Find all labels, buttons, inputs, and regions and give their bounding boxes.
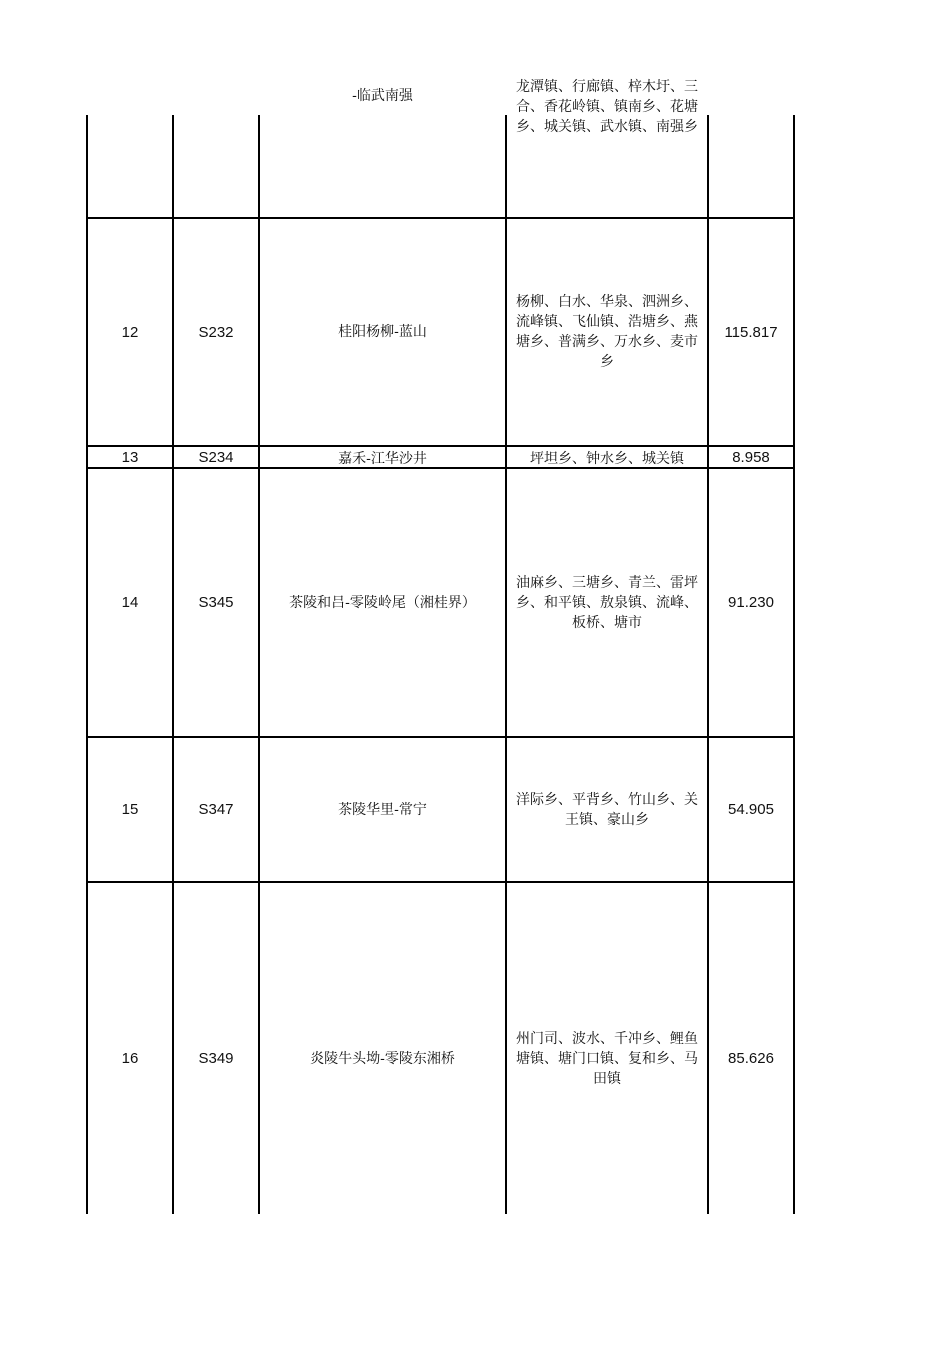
row-number: 12: [121, 323, 139, 341]
towns-text: 杨柳、白水、华泉、泗洲乡、流峰镇、飞仙镇、浩塘乡、燕塘乡、普满乡、万水乡、麦市乡: [516, 294, 698, 370]
route-code-cell: [174, 447, 258, 467]
towns-cell: [507, 469, 707, 736]
route-code: S345: [198, 594, 234, 611]
row-number-cell: [88, 447, 172, 467]
route-length: 91.230: [728, 594, 774, 611]
route-name-cell: [260, 449, 505, 469]
row-number-cell: [88, 219, 172, 445]
row-number-cell: [88, 738, 172, 881]
length-cell: [709, 219, 793, 445]
route-code: S232: [198, 323, 234, 341]
route-length: 85.626: [728, 1050, 774, 1067]
route-name: 茶陵和吕-零陵岭尾（湘桂界）: [289, 594, 476, 611]
route-length: 8.958: [732, 448, 770, 466]
length-cell: [709, 738, 793, 881]
towns-text: 坪坦乡、钟水乡、城关镇: [530, 451, 684, 467]
row-number: 15: [121, 801, 139, 818]
route-code: S234: [198, 448, 234, 466]
route-code-cell: [174, 219, 258, 445]
towns-text: 州门司、波水、千冲乡、鲤鱼塘镇、塘门口镇、复和乡、马田镇: [516, 1030, 698, 1087]
route-name-cell: [260, 469, 505, 736]
towns-text: 油麻乡、三塘乡、青兰、雷坪乡、和平镇、敖泉镇、流峰、板桥、塘市: [516, 574, 698, 631]
towns-cell: [507, 219, 707, 445]
route-name: 嘉禾-江华沙井: [338, 451, 427, 467]
route-length: 54.905: [728, 801, 774, 818]
route-name: 桂阳杨柳-蓝山: [338, 324, 427, 340]
row-number: 16: [121, 1050, 139, 1067]
route-length: 115.817: [724, 323, 778, 341]
towns-text: 洋际乡、平背乡、竹山乡、关王镇、豪山乡: [516, 791, 698, 828]
row-number: 14: [121, 594, 139, 611]
route-code-cell: [174, 469, 258, 736]
route-code: S349: [198, 1050, 234, 1067]
route-code-cell: [174, 883, 258, 1234]
route-code: S347: [198, 801, 234, 818]
route-text: -临武南强: [352, 88, 413, 104]
route-name-cell: [260, 883, 505, 1234]
route-name-cell: [260, 219, 505, 445]
length-cell: [709, 883, 793, 1234]
towns-cell: [507, 883, 707, 1234]
towns-text: 龙潭镇、行廊镇、梓木圩、三合、香花岭镇、镇南乡、花塘乡、城关镇、武水镇、南强乡: [516, 79, 698, 135]
route-name-cell: [260, 738, 505, 881]
towns-cell-continued: [507, 64, 707, 150]
column-border: [793, 115, 795, 1214]
row-number: 13: [121, 448, 139, 466]
length-cell: [709, 447, 793, 467]
route-code-cell: [174, 738, 258, 881]
row-number-cell: [88, 469, 172, 736]
route-name: 炎陵牛头坳-零陵东湘桥: [310, 1050, 455, 1067]
row-number-cell: [88, 883, 172, 1234]
route-name: 茶陵华里-常宁: [338, 801, 427, 818]
towns-cell: [507, 738, 707, 881]
route-cell-continued: [260, 80, 505, 112]
towns-cell: [507, 449, 707, 469]
length-cell: [709, 469, 793, 736]
